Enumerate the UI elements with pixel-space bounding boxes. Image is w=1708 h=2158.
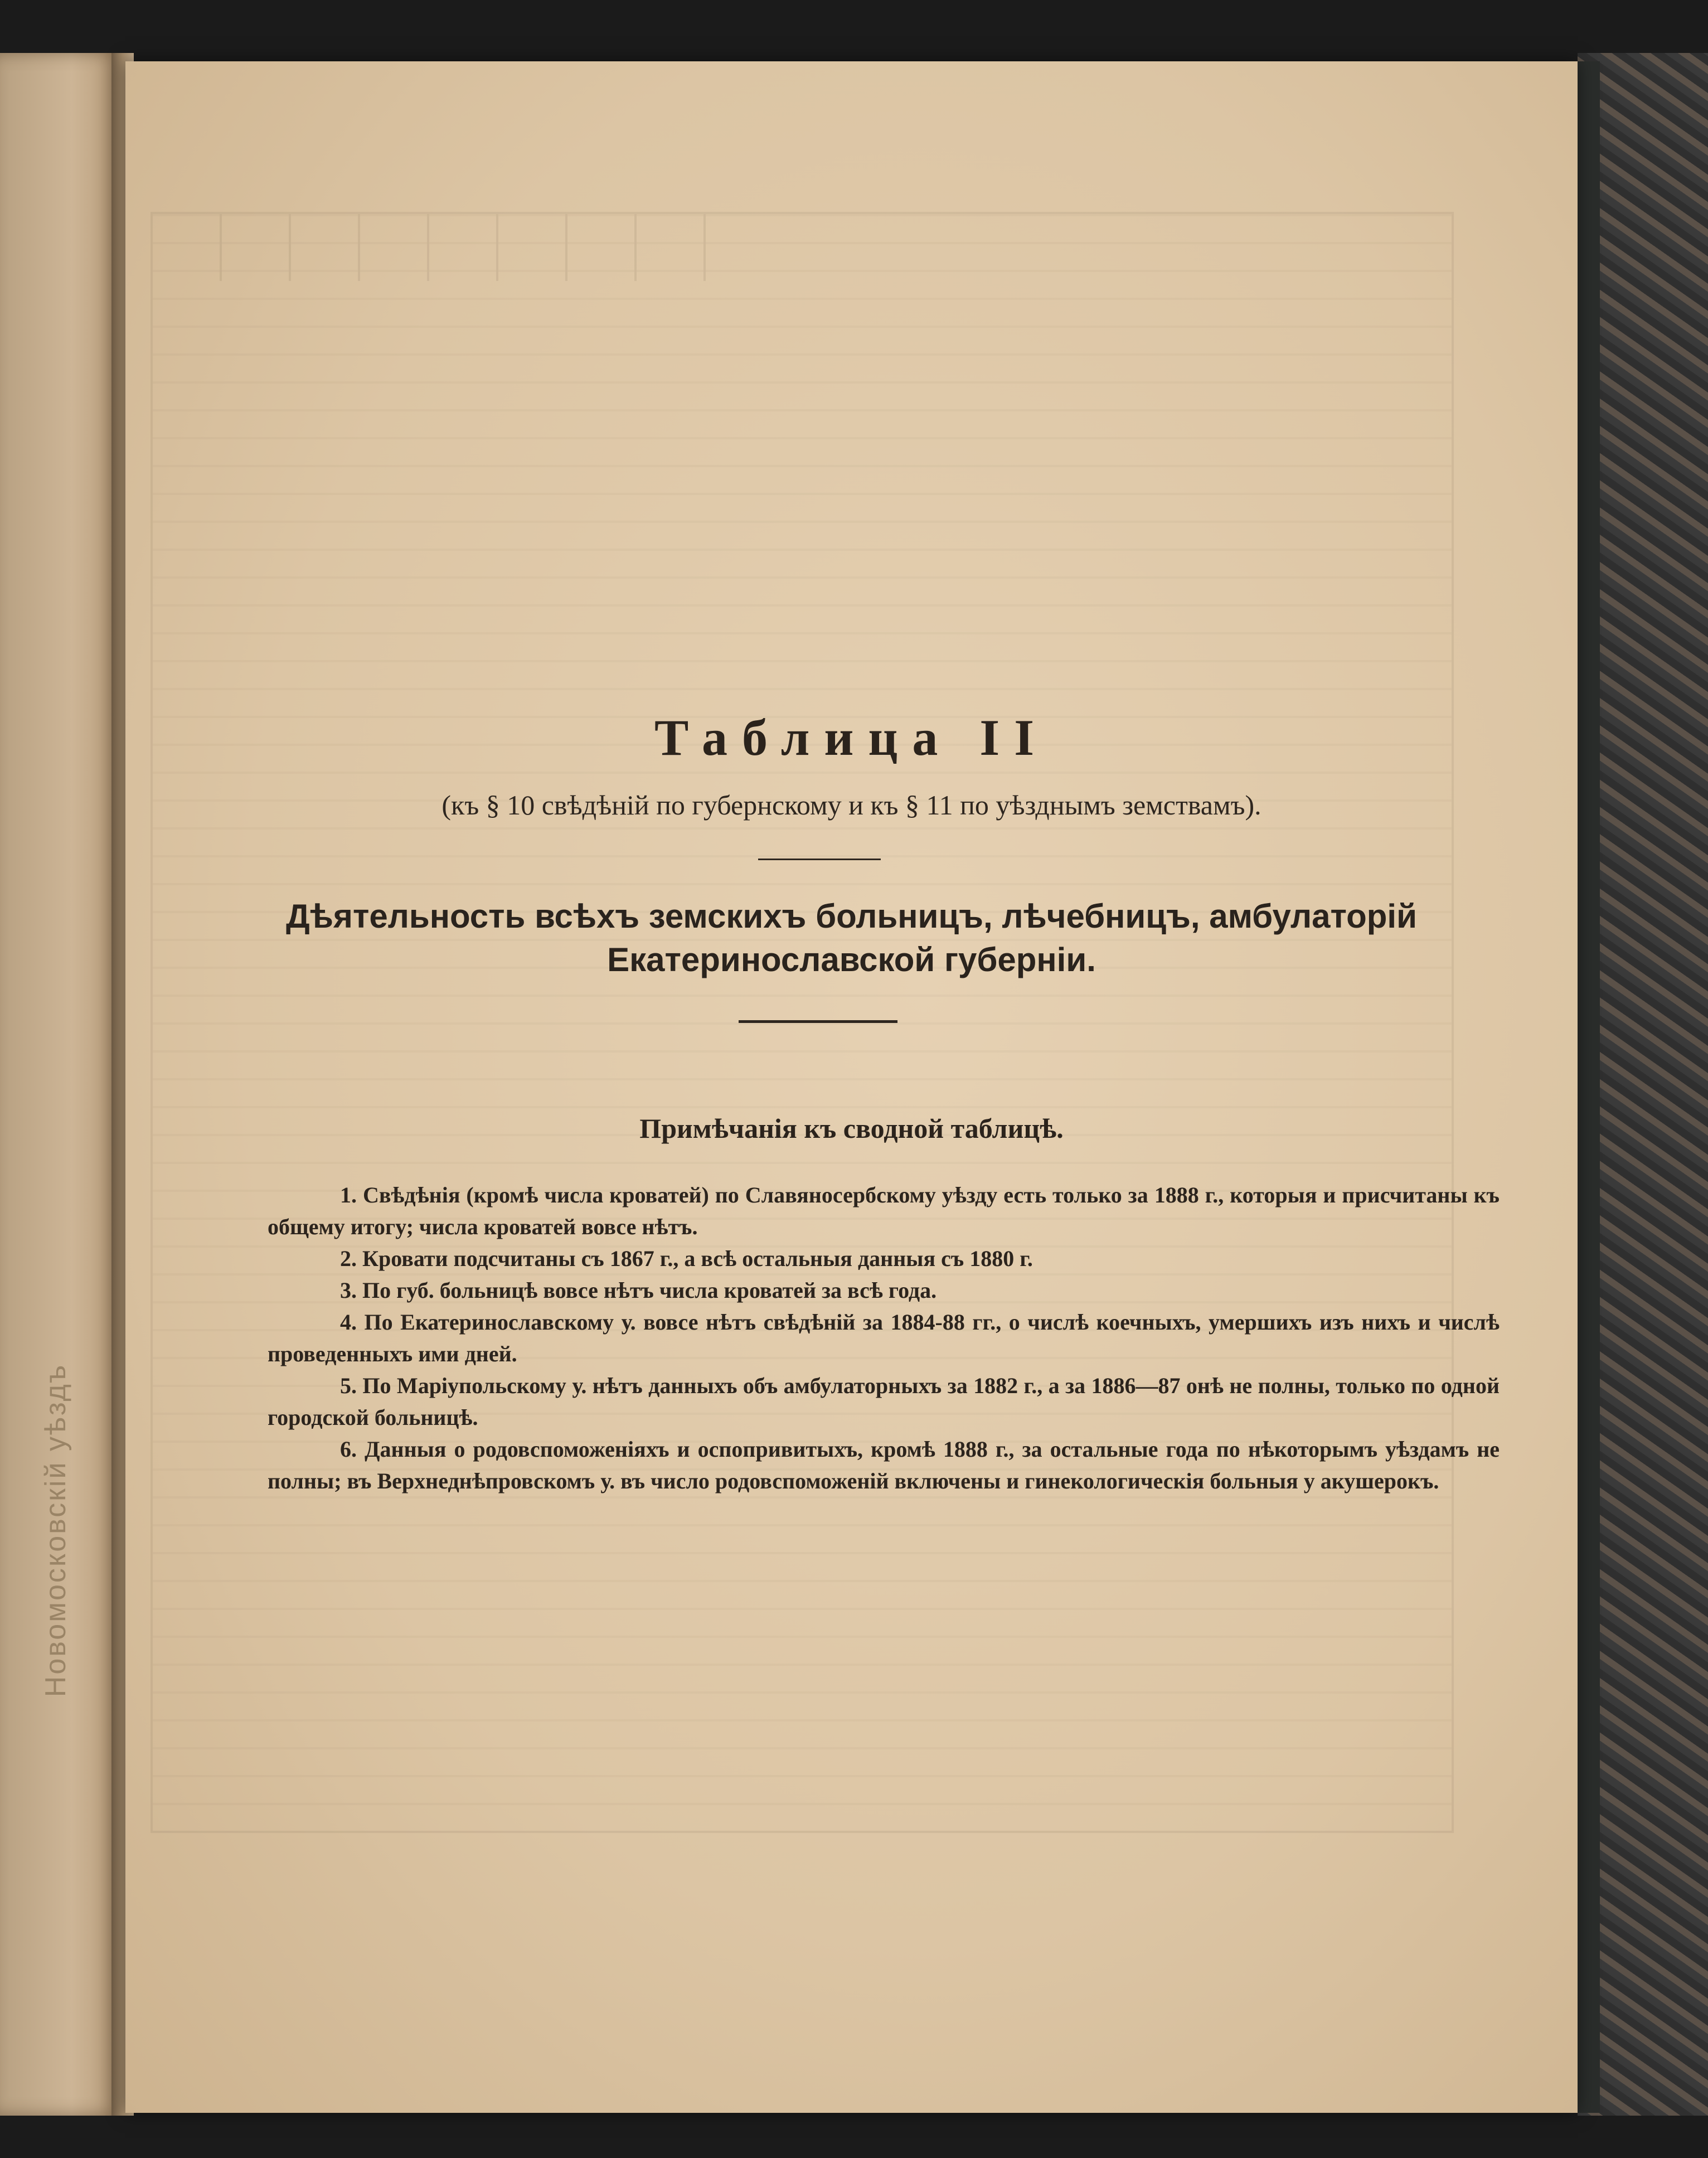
page-stack-edge <box>1578 61 1600 2113</box>
left-page <box>0 53 120 2116</box>
note-item: 4. По Екатеринославскому у. вовсе нѣтъ свѣдѣній за 1884-88 гг., о числѣ коечныхъ, умершихъ изъ нихъ и числѣ проведенныхъ ими дней. <box>268 1310 1500 1366</box>
page-content <box>125 61 1578 2113</box>
note-item: 1. Свѣдѣнія (кромѣ числа кроватей) по Славяносербскому уѣзду есть только за 1888 г., которыя и присчитаны къ общему итогу; числа кроватей вовсе нѣтъ. <box>268 1182 1500 1239</box>
note-item: 3. По губ. больницѣ вовсе нѣтъ числа кроватей за всѣ года. <box>340 1278 937 1303</box>
main-heading-line-2: Екатеринославской губерніи. <box>607 941 1096 978</box>
main-heading-line-1: Дѣятельность всѣхъ земскихъ больницъ, лѣчебницъ, амбулаторій <box>286 898 1417 935</box>
note-item: 6. Данныя о родовспоможеніяхъ и оспопривитыхъ, кромѣ 1888 г., за остальные года по нѣкоторымъ уѣздамъ не полны; въ Верхнеднѣпровскомъ у. въ число родовспоможеній включены и гинекологическія больныя у акушерокъ. <box>268 1437 1500 1493</box>
note-item: 2. Кровати подсчитаны съ 1867 г., а всѣ остальныя данныя съ 1880 г. <box>340 1246 1033 1271</box>
page-subtitle: (къ § 10 свѣдѣній по губернскому и къ § 11 по уѣзднымъ земствамъ). <box>441 789 1261 821</box>
note-item: 5. По Маріупольскому у. нѣтъ данныхъ объ амбулаторныхъ за 1882 г., а за 1886—87 онѣ не полны, только по одной городской больницѣ. <box>268 1373 1500 1430</box>
notes-list <box>268 1179 1500 1497</box>
main-heading <box>125 895 1578 982</box>
divider-short <box>758 859 881 860</box>
notes-title: Примѣчанія къ сводной таблицѣ. <box>639 1113 1064 1144</box>
divider-long <box>739 1020 897 1023</box>
page-title: Таблица II <box>654 709 1049 766</box>
left-page-spine-text: Новомосковскій уѣздъ <box>40 1363 72 1698</box>
